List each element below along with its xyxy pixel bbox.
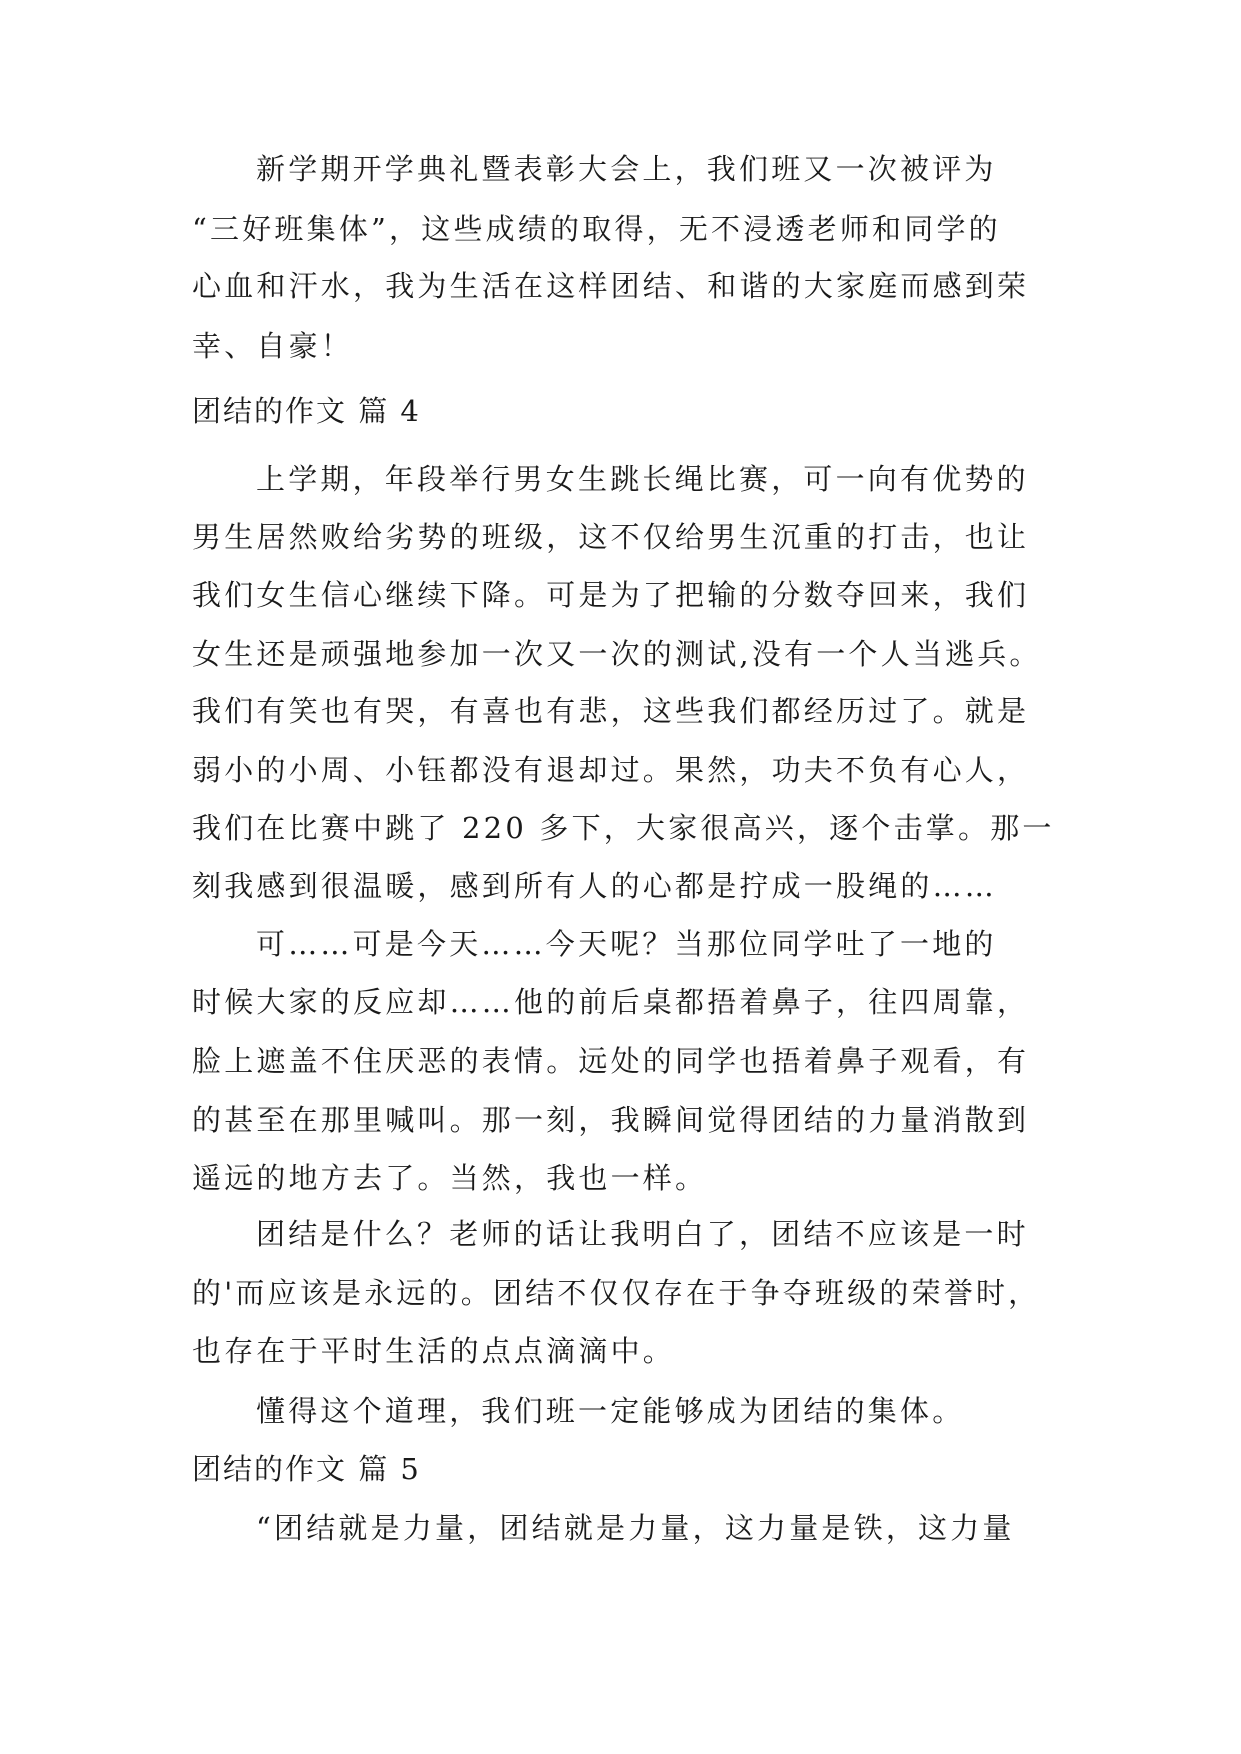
text-line: 男生居然败给劣势的班级，这不仅给男生沉重的打击，也让 (192, 520, 1030, 554)
text-line: 我们女生信心继续下降。可是为了把输的分数夺回来，我们 (192, 578, 1030, 612)
text-line: 新学期开学典礼暨表彰大会上，我们班又一次被评为 (256, 152, 997, 186)
text-line: 上学期，年段举行男女生跳长绳比赛，可一向有优势的 (256, 462, 1029, 496)
text-line: 懂得这个道理，我们班一定能够成为团结的集体。 (256, 1394, 965, 1428)
section-heading: 团结的作文 篇 5 (192, 1452, 421, 1486)
text-line: 刻我感到很温暖，感到所有人的心都是拧成一股绳的…… (192, 869, 998, 903)
text-line: “三好班集体”，这些成绩的取得，无不浸透老师和同学的 (192, 212, 1001, 246)
section-heading: 团结的作文 篇 4 (192, 394, 421, 428)
text-line: 时候大家的反应却……他的前后桌都捂着鼻子，往四周靠， (192, 985, 1030, 1019)
text-line: 心血和汗水，我为生活在这样团结、和谐的大家庭而感到荣 (192, 269, 1030, 303)
text-line: 幸、自豪！ (192, 329, 354, 363)
text-line: 女生还是顽强地参加一次又一次的测试,没有一个人当逃兵。 (192, 637, 1042, 671)
text-line: “团结就是力量，团结就是力量，这力量是铁，这力量 (256, 1511, 1015, 1545)
text-line: 脸上遮盖不住厌恶的表情。远处的同学也捂着鼻子观看，有 (192, 1044, 1030, 1078)
text-line: 遥远的地方去了。当然，我也一样。 (192, 1161, 708, 1195)
text-line: 可……可是今天……今天呢？当那位同学吐了一地的 (256, 927, 997, 961)
text-line: 也存在于平时生活的点点滴滴中。 (192, 1334, 676, 1368)
text-line: 团结是什么？老师的话让我明白了，团结不应该是一时 (256, 1217, 1029, 1251)
text-line: 我们在比赛中跳了 220 多下，大家很高兴，逐个击掌。那一 (192, 811, 1055, 845)
text-line: 的'而应该是永远的。团结不仅仅存在于争夺班级的荣誉时， (192, 1276, 1041, 1310)
text-line: 弱小的小周、小钰都没有退却过。果然，功夫不负有心人， (192, 753, 1030, 787)
text-line: 我们有笑也有哭，有喜也有悲，这些我们都经历过了。就是 (192, 694, 1030, 728)
text-line: 的甚至在那里喊叫。那一刻，我瞬间觉得团结的力量消散到 (192, 1103, 1030, 1137)
